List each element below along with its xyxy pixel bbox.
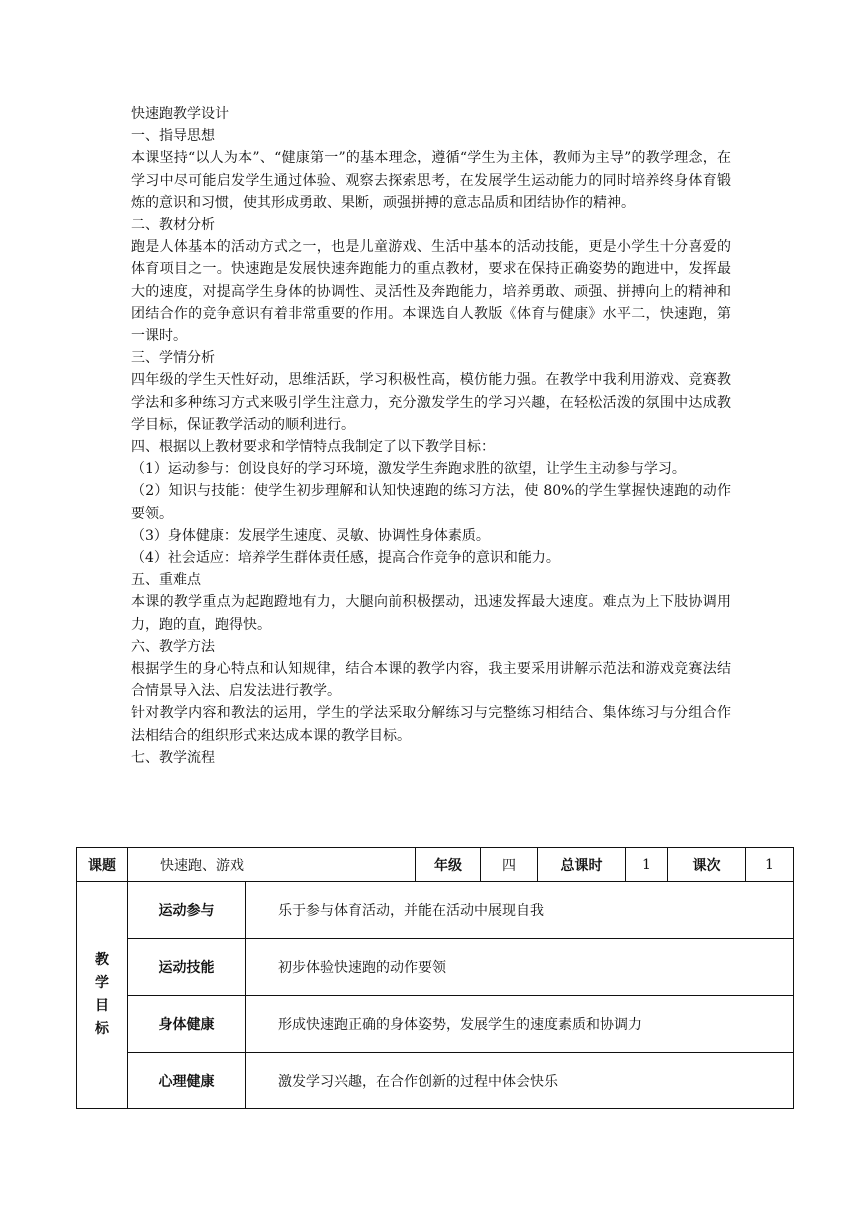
- heading-teaching-methods: 六、教学方法: [131, 638, 215, 655]
- lesson-number-label: 课次: [668, 848, 746, 882]
- heading-material-analysis: 二、教材分析: [131, 217, 215, 234]
- goal-text: 形成快速跑正确的身体姿势，发展学生的速度素质和协调力: [246, 996, 794, 1053]
- objective-item: （1）运动参与：创设良好的学习环境，激发学生奔跑求胜的欲望，让学生主动参与学习。: [131, 461, 686, 478]
- lesson-info-table: [76, 847, 794, 1109]
- objective-item: （2）知识与技能：使学生初步理解和认知快速跑的练习方法，使 80%的学生掌握快速跑的动作要领。: [131, 483, 731, 522]
- goal-label: 身体健康: [128, 996, 246, 1053]
- goal-text: 乐于参与体育活动，并能在活动中展现自我: [246, 882, 794, 939]
- goal-row: [77, 939, 794, 996]
- teaching-goals-label: 教 学 目 标: [77, 882, 128, 1109]
- paragraph-key-points: 本课的教学重点为起跑蹬地有力，大腿向前积极摆动，迅速发挥最大速度。难点为上下肢协调用力，跑的直，跑得快。: [131, 594, 731, 633]
- goal-text: 激发学习兴趣，在合作创新的过程中体会快乐: [246, 1053, 794, 1109]
- paragraph-teaching-methods: 根据学生的身心特点和认知规律，结合本课的教学内容，我主要采用讲解示范法和游戏竞赛法结合情景导入法、启发法进行教学。: [131, 661, 731, 700]
- paragraph-guiding-ideology: 本课坚持“以人为本”、“健康第一”的基本理念，遵循“学生为主体，教师为主导”的教学理念，在学习中尽可能启发学生通过体验、观察去探索思考，在发展学生运动能力的同时培养终身体育锻炼的意识和习惯，使其形成勇敢、果断，顽强拼搏的意志品质和团结协作的精神。: [131, 150, 731, 211]
- objective-item: （4）社会适应：培养学生群体责任感，提高合作竞争的意识和能力。: [131, 550, 560, 567]
- topic-value: 快速跑、游戏: [128, 848, 416, 882]
- heading-teaching-process: 七、教学流程: [131, 749, 215, 766]
- header-row: [77, 848, 794, 882]
- total-hours-value: 1: [626, 848, 668, 882]
- paragraph-learning-methods: 针对教学内容和教法的运用，学生的学法采取分解练习与完整练习相结合、集体练习与分组合作法相结合的组织形式来达成本课的教学目标。: [131, 705, 731, 744]
- topic-label: 课题: [77, 848, 128, 882]
- total-hours-label: 总课时: [538, 848, 626, 882]
- document-title: 快速跑教学设计: [131, 106, 229, 122]
- grade-value: 四: [481, 848, 538, 882]
- paragraph-student-analysis: 四年级的学生天性好动，思维活跃，学习积极性高，模仿能力强。在教学中我利用游戏、竞赛教学法和多种练习方式来吸引学生注意力，充分激发学生的学习兴趣，在轻松活泼的氛围中达成教学目标，保证教学活动的顺利进行。: [131, 372, 731, 433]
- heading-guiding-ideology: 一、指导思想: [131, 128, 215, 145]
- lesson-plan-text: [131, 103, 731, 769]
- heading-key-points: 五、重难点: [131, 572, 201, 589]
- paragraph-material-analysis: 跑是人体基本的活动方式之一，也是儿童游戏、生活中基本的活动技能，更是小学生十分喜爱的体育项目之一。快速跑是发展快速奔跑能力的重点教材，要求在保持正确姿势的跑进中，发挥最大的速度，对提高学生身体的协调性、灵活性及奔跑能力，培养勇敢、顽强、拼搏向上的精神和团结合作的竞争意识有着非常重要的作用。本课选自人教版《体育与健康》水平二，快速跑，第一课时。: [131, 239, 731, 345]
- goal-row: [77, 882, 794, 939]
- heading-teaching-objectives: 四、根据以上教材要求和学情特点我制定了以下教学目标：: [131, 439, 495, 456]
- goal-row: [77, 996, 794, 1053]
- goal-label: 运动参与: [128, 882, 246, 939]
- lesson-number-value: 1: [746, 848, 794, 882]
- goal-label: 心理健康: [128, 1053, 246, 1109]
- goal-row: [77, 1053, 794, 1109]
- heading-student-analysis: 三、学情分析: [131, 350, 215, 367]
- grade-label: 年级: [416, 848, 481, 882]
- objective-item: （3）身体健康：发展学生速度、灵敏、协调性身体素质。: [131, 527, 490, 544]
- goal-text: 初步体验快速跑的动作要领: [246, 939, 794, 996]
- goal-label: 运动技能: [128, 939, 246, 996]
